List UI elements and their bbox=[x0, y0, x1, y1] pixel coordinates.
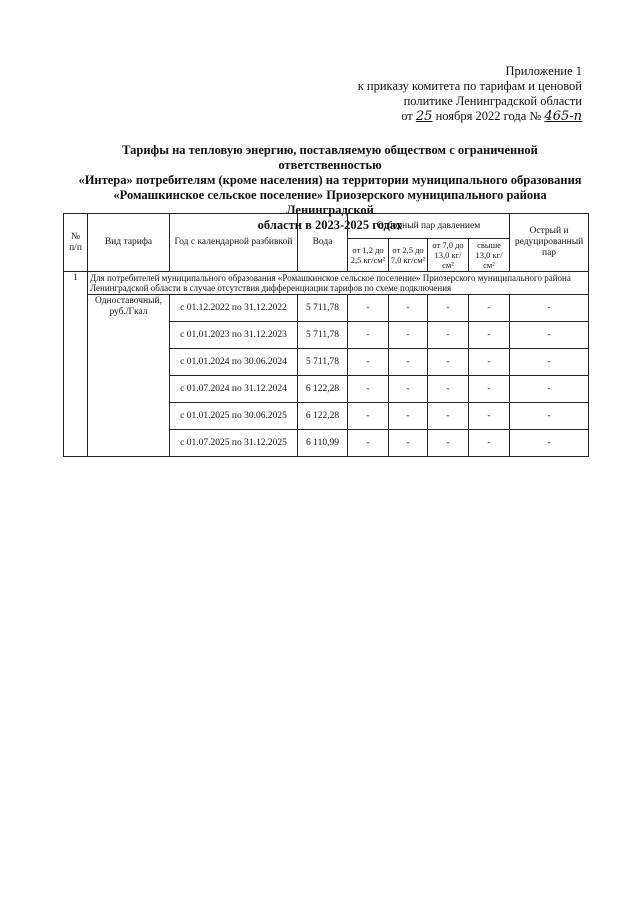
pressure-3-cell: - bbox=[428, 403, 469, 430]
header-pressure-3: от 7,0 до 13,0 кг/см² bbox=[428, 239, 469, 272]
pressure-4-cell: - bbox=[469, 403, 510, 430]
date-middle: ноября 2022 года № bbox=[435, 109, 542, 123]
tariff-type: Одноставочный, руб./Гкал bbox=[88, 295, 170, 457]
appendix-committee-line: политике Ленинградской области bbox=[403, 94, 582, 108]
appendix-order-line: к приказу комитета по тарифам и ценовой bbox=[357, 79, 582, 93]
header-row bbox=[64, 214, 589, 239]
period-cell: с 01.01.2025 по 30.06.2025 bbox=[170, 403, 298, 430]
header-tariff-type: Вид тарифа bbox=[88, 214, 170, 272]
pressure-3-cell: - bbox=[428, 322, 469, 349]
pressure-1-cell: - bbox=[348, 349, 389, 376]
water-cell: 6 122,28 bbox=[298, 403, 348, 430]
pressure-2-cell: - bbox=[389, 376, 428, 403]
pressure-4-cell: - bbox=[469, 376, 510, 403]
header-pressure-2: от 2,5 до 7,0 кг/см² bbox=[389, 239, 428, 272]
water-cell: 6 110,99 bbox=[298, 430, 348, 457]
title-line-3: «Ромашкинское сельское поселение» Приозерского муниципального района Ленинградской bbox=[113, 188, 547, 217]
pressure-1-cell: - bbox=[348, 322, 389, 349]
pressure-2-cell: - bbox=[389, 349, 428, 376]
pressure-1-cell: - bbox=[348, 295, 389, 322]
pressure-2-cell: - bbox=[389, 295, 428, 322]
title-line-2: «Интера» потребителям (кроме населения) на территории муниципального образования bbox=[78, 173, 582, 187]
appendix-title: Приложение 1 bbox=[505, 64, 582, 78]
acute-steam-cell: - bbox=[510, 349, 589, 376]
pressure-4-cell: - bbox=[469, 295, 510, 322]
pressure-4-cell: - bbox=[469, 322, 510, 349]
appendix-date-line bbox=[322, 109, 582, 124]
pressure-2-cell: - bbox=[389, 322, 428, 349]
handwritten-day: 25 bbox=[415, 109, 433, 124]
note-row bbox=[64, 272, 589, 295]
pressure-2-cell: - bbox=[389, 403, 428, 430]
handwritten-order-number: 465-п bbox=[544, 109, 582, 124]
header-pressure-1: от 1,2 до 2,5 кг/см² bbox=[348, 239, 389, 272]
tariff-table bbox=[63, 213, 589, 457]
title-line-1: Тарифы на тепловую энергию, поставляемую обществом с ограниченной ответственностью bbox=[122, 143, 538, 172]
pressure-2-cell: - bbox=[389, 430, 428, 457]
header-year: Год с календарной разбивкой bbox=[170, 214, 298, 272]
period-cell: с 01.01.2023 по 31.12.2023 bbox=[170, 322, 298, 349]
header-steam-group: Отборный пар давлением bbox=[348, 214, 510, 239]
header-pressure-4: свыше 13,0 кг/см² bbox=[469, 239, 510, 272]
header-acute-steam: Острый и редуцированный пар bbox=[510, 214, 589, 272]
water-cell: 5 711,78 bbox=[298, 322, 348, 349]
pressure-3-cell: - bbox=[428, 376, 469, 403]
table-row bbox=[64, 295, 589, 322]
period-cell: с 01.07.2024 по 31.12.2024 bbox=[170, 376, 298, 403]
acute-steam-cell: - bbox=[510, 322, 589, 349]
water-cell: 5 711,78 bbox=[298, 349, 348, 376]
appendix-header bbox=[322, 64, 582, 124]
consumer-note: Для потребителей муниципального образования «Ромашкинское сельское поселение» Приозерского муниципального района Ленинградской области в случае отсутствия дифференциации тарифов по схеме подключения bbox=[88, 272, 589, 295]
pressure-4-cell: - bbox=[469, 430, 510, 457]
period-cell: с 01.07.2025 по 31.12.2025 bbox=[170, 430, 298, 457]
pressure-1-cell: - bbox=[348, 376, 389, 403]
acute-steam-cell: - bbox=[510, 403, 589, 430]
pressure-3-cell: - bbox=[428, 295, 469, 322]
title-line-4: области в 2023-2025 годах bbox=[257, 218, 403, 232]
row-number: 1 bbox=[64, 272, 88, 457]
period-cell: с 01.12.2022 по 31.12.2022 bbox=[170, 295, 298, 322]
acute-steam-cell: - bbox=[510, 295, 589, 322]
pressure-3-cell: - bbox=[428, 430, 469, 457]
period-cell: с 01.01.2024 по 30.06.2024 bbox=[170, 349, 298, 376]
pressure-1-cell: - bbox=[348, 430, 389, 457]
acute-steam-cell: - bbox=[510, 430, 589, 457]
header-num: № п/п bbox=[64, 214, 88, 272]
water-cell: 5 711,78 bbox=[298, 295, 348, 322]
header-water: Вода bbox=[298, 214, 348, 272]
pressure-1-cell: - bbox=[348, 403, 389, 430]
date-prefix: от bbox=[401, 109, 413, 123]
acute-steam-cell: - bbox=[510, 376, 589, 403]
water-cell: 6 122,28 bbox=[298, 376, 348, 403]
pressure-4-cell: - bbox=[469, 349, 510, 376]
pressure-3-cell: - bbox=[428, 349, 469, 376]
